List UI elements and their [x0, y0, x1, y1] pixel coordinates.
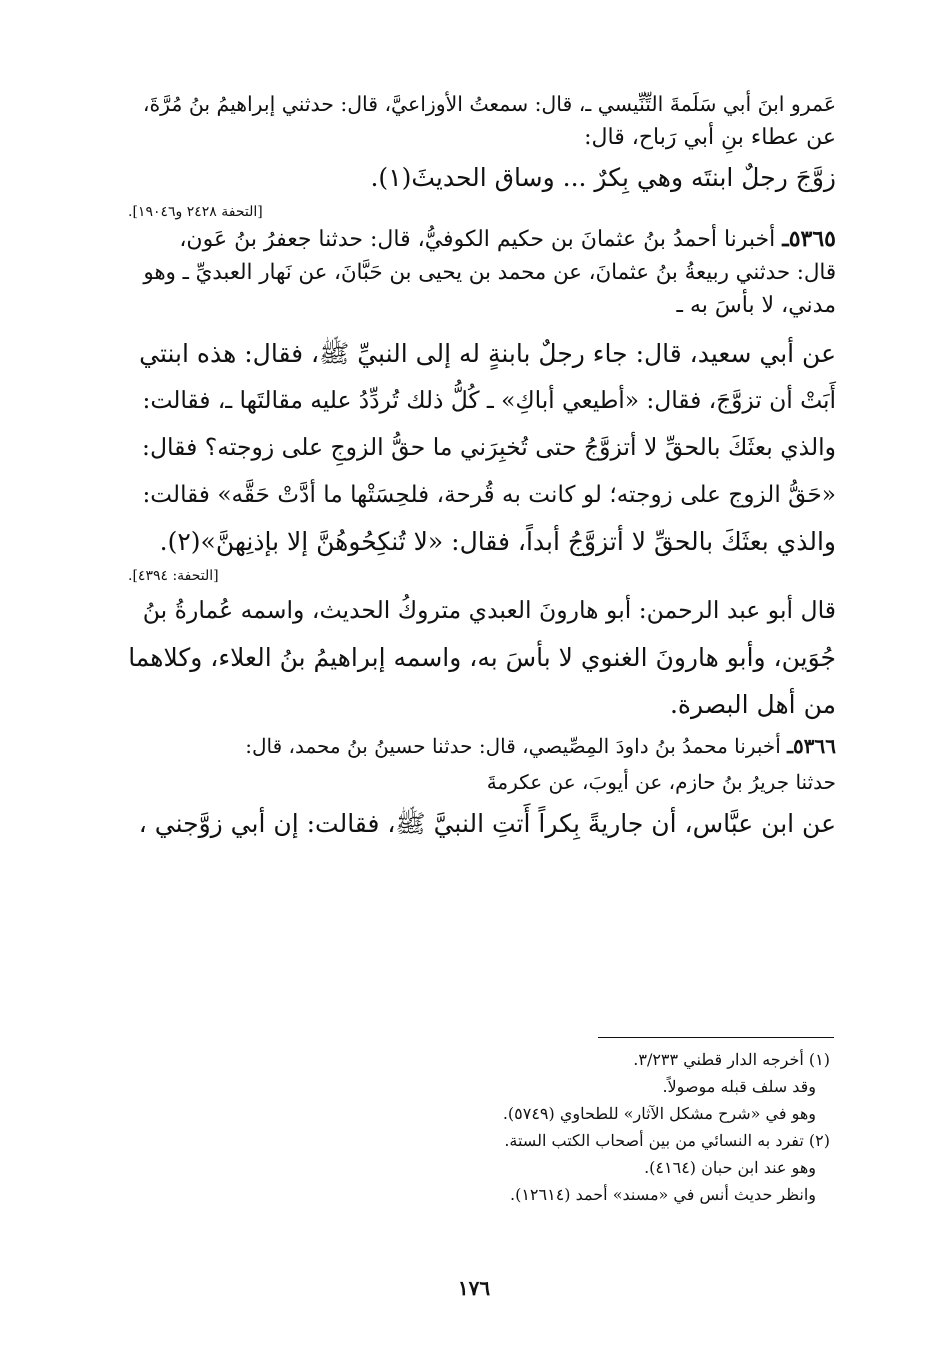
- comment-line: من أهل البصرة.: [669, 690, 836, 719]
- isnad-text: أخبرنا محمدُ بنُ داودَ المِصِّيصي، قال: حدثنا حسينُ بنُ محمد، قال:: [245, 734, 781, 758]
- text-line: عَمرو ابنَ أبي سَلَمةَ التِّنِّيسي ـ، قال: سمعتُ الأوزاعيَّ، قال: حدثني إبراهيمُ بنُ مُرَّةَ،: [142, 92, 836, 116]
- isnad-text: أخبرنا أحمدُ بنُ عثمانَ بن حكيم الكوفيُّ، قال: حدثنا جعفرُ بنُ عَون،: [179, 227, 776, 252]
- matn-line: «حَقُّ الزوج على زوجته؛ لو كانت به قُرحة، فلحِسَتْها ما أدَّتْ حَقَّه» فقالت:: [142, 481, 836, 508]
- page-number: ١٧٦: [457, 1276, 491, 1300]
- isnad-line: مدني، لا بأسَ به ـ: [676, 293, 836, 318]
- footnote-line: (١) أخرجه الدار قطني ٣/٢٣٣.: [633, 1050, 830, 1069]
- text-line: عن عطاء بنِ أبي رَباح، قال:: [584, 125, 836, 150]
- matn-line: والذي بعثَكَ بالحقِّ لا أتزوَّجُ أبداً، فقال: «لا تُنكِحُوهُنَّ إلا بإذنِهنَّ»(٢).: [159, 527, 836, 556]
- footnote-line: وانظر حديث أنس في «مسند» أحمد (١٢٦١٤).: [510, 1185, 816, 1204]
- footnote-line: وقد سلف قبله موصولاً.: [662, 1077, 816, 1096]
- isnad-line: قال: حدثني ربيعةُ بنُ عثمانَ، عن محمد بن يحيى بن حَبَّانَ، عن نَهار العبديِّ ـ وهو: [143, 260, 836, 285]
- hadith-number: ٥٣٦٥ـ: [782, 226, 836, 252]
- footnote-divider: [598, 1037, 834, 1038]
- footnote-line: وهو في «شرح مشكل الآثار» للطحاوي (٥٧٤٩).: [502, 1104, 816, 1123]
- isnad-line: [128, 223, 836, 256]
- matn-line: والذي بعثَكَ بالحقِّ لا أتزوَّجُ حتى تُخبِرَني ما حقُّ الزوجِ على زوجته؟ فقال:: [142, 433, 836, 461]
- isnad-line: [128, 728, 836, 764]
- footnotes: [410, 1046, 830, 1208]
- hadith-text-line: زوَّجَ رجلٌ ابنتَه وهي بِكرٌ ... وساق الحديثَ(١).: [370, 163, 836, 192]
- comment-line: جُوَين، وأبو هارونَ الغنوي لا بأسَ به، واسمه إبراهيمُ بنُ العلاء، وكلاهما: [128, 643, 836, 672]
- matn-line: عن ابن عبَّاس، أن جاريةً بِكراً أَتتِ النبيَّ ﷺ، فقالت: إن أبي زوَّجني ،: [138, 809, 836, 838]
- tuhfa-reference: [التحفة: ٤٣٩٤].: [128, 568, 219, 584]
- footnote-line: (٢) تفرد به النسائي من بين أصحاب الكتب الستة.: [504, 1131, 830, 1150]
- hadith-number: ٥٣٦٦ـ: [787, 734, 836, 758]
- tuhfa-reference: [التحفة ٢٤٢٨ و١٩٠٤٦].: [128, 204, 263, 220]
- comment-line: قال أبو عبد الرحمن: أبو هارونَ العبدي متروكُ الحديث، واسمه عُمارةُ بنُ: [142, 596, 836, 624]
- footnote-line: وهو عند ابن حبان (٤١٦٤).: [644, 1158, 816, 1177]
- isnad-line: حدثنا جريرُ بنُ حازم، عن أيوبَ، عن عكرمةَ: [486, 770, 836, 794]
- page-body: [128, 88, 836, 847]
- matn-line: عن أبي سعيد، قال: جاء رجلٌ بابنةٍ له إلى النبيِّ ﷺ، فقال: هذه ابنتي: [139, 339, 836, 368]
- matn-line: أَبَتْ أن تزوَّجَ، فقال: «أطيعي أباكِ» ـ كُلُّ ذلك تُردِّدُ عليه مقالتَها ـ، فقالت:: [142, 387, 836, 414]
